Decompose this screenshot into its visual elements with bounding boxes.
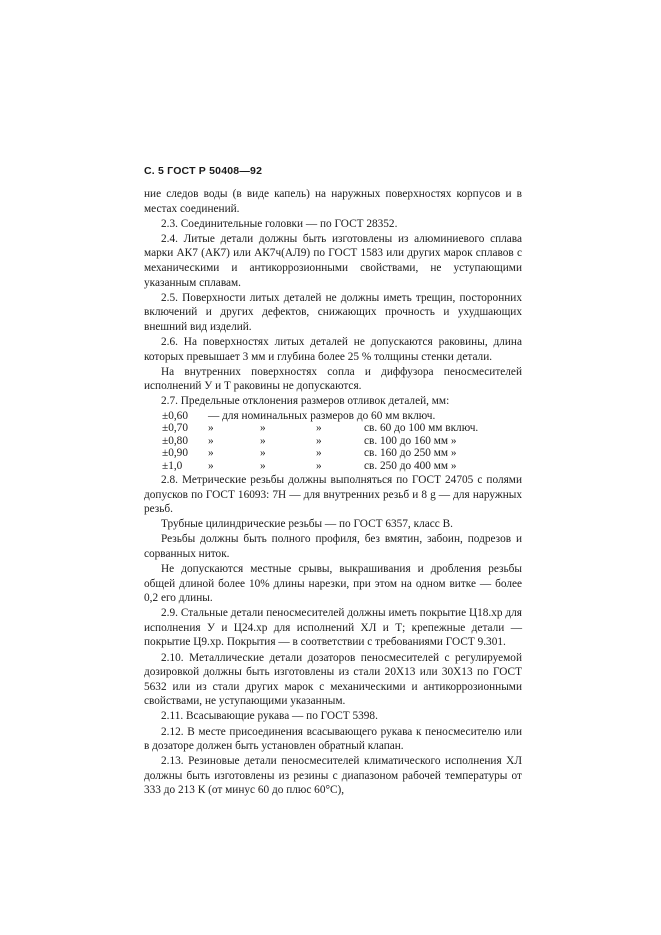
tolerance-range: св. 160 до 250 мм » — [364, 447, 457, 460]
tolerance-range: св. 100 до 160 мм » — [364, 434, 457, 447]
ditto-mark: » — [208, 434, 214, 447]
tolerance-range: св. 250 до 400 мм » — [364, 459, 457, 472]
tolerance-text: — для номинальных размеров до 60 мм включ. — [208, 409, 436, 422]
paragraph: 2.9. Стальные детали пеносмесителей должны иметь покрытие Ц18.хр для исполнения У и Ц24.хр для исполнений ХЛ и Т; крепежные детали — покрытие Ц9.хр. Покрытия — в соответствии с требованиями ГОСТ 9.301. — [144, 607, 522, 649]
tolerance-value: ±1,0 — [162, 459, 183, 472]
paragraph: 2.7. Предельные отклонения размеров отливок деталей, мм: — [161, 395, 450, 408]
tolerance-range: св. 60 до 100 мм включ. — [364, 422, 479, 435]
ditto-mark: » — [208, 459, 214, 472]
paragraph: На внутренних поверхностях сопла и диффузора пеносмесителей исполнений У и Т раковины не допускаются. — [144, 365, 522, 393]
paragraph: 2.13. Резиновые детали пеносмесителей климатического исполнения ХЛ должны быть изготовлены из резины с диапазоном рабочей температуры от 333 до 213 К (от минус 60 до плюс 60°С), — [144, 755, 522, 797]
ditto-mark: » — [260, 422, 266, 435]
ditto-mark: » — [208, 422, 214, 435]
ditto-mark: » — [260, 459, 266, 472]
tolerance-value: ±0,90 — [162, 447, 188, 460]
ditto-mark: » — [208, 447, 214, 460]
ditto-mark: » — [260, 447, 266, 460]
ditto-mark: » — [316, 434, 322, 447]
ditto-mark: » — [260, 434, 266, 447]
tolerance-row — [162, 460, 478, 472]
tolerance-row — [162, 410, 478, 422]
tolerance-row — [162, 435, 478, 447]
ditto-mark: » — [316, 447, 322, 460]
tolerance-value: ±0,80 — [162, 434, 188, 447]
tolerance-value: ±0,60 — [162, 409, 188, 422]
paragraph: 2.5. Поверхности литых деталей не должны иметь трещин, посторонних включений и других дефектов, снижающих прочность и ухудшающих внешний вид изделий. — [144, 291, 522, 333]
paragraph: 2.3. Соединительные головки — по ГОСТ 28352. — [161, 217, 398, 230]
tolerance-table — [162, 410, 478, 472]
paragraph: ние следов воды (в виде капель) на наружных поверхностях корпусов и в местах соединений. — [144, 188, 522, 215]
paragraph: 2.10. Металлические детали дозаторов пеносмесителей с регулируемой дозировкой должны быть изготовлены из стали 20Х13 или 30Х13 по ГОСТ 5632 или из стали других марок с механическими и антикоррозионными свойствами, не уступающими указанным. — [144, 651, 522, 708]
paragraph: 2.12. В месте присоединения всасывающего рукава к пеносмесителю или в дозаторе должен быть установлен обратный клапан. — [144, 725, 522, 753]
paragraph: 2.4. Литые детали должны быть изготовлены из алюминиевого сплава марки АК7 (АК7) или АК7ч(АЛ9) по ГОСТ 1583 или других марок сплавов с механическими и антикоррозионными свойствами, не уступающими указанным сплавам. — [144, 232, 522, 289]
paragraph: 2.11. Всасывающие рукава — по ГОСТ 5398. — [161, 710, 378, 723]
tolerance-row — [162, 422, 478, 434]
paragraph: Не допускаются местные срывы, выкрашивания и дробления резьбы общей длиной более 10% длины нарезки, при этом на одном витке — более 0,2 его длины. — [144, 563, 522, 605]
paragraph: 2.8. Метрические резьбы должны выполняться по ГОСТ 24705 с полями допусков по ГОСТ 16093: 7Н — для внутренних резьб и 8 g — для наружных резьб. — [144, 473, 522, 516]
page-header: С. 5 ГОСТ Р 50408—92 — [144, 165, 263, 177]
paragraph: Резьбы должны быть полного профиля, без вмятин, забоин, подрезов и сорванных ниток. — [144, 533, 522, 560]
tolerance-row — [162, 447, 478, 459]
tolerance-value: ±0,70 — [162, 422, 188, 435]
paragraph: Трубные цилиндрические резьбы — по ГОСТ 6357, класс В. — [161, 518, 453, 531]
ditto-mark: » — [316, 422, 322, 435]
ditto-mark: » — [316, 459, 322, 472]
paragraph: 2.6. На поверхностях литых деталей не допускаются раковины, длина которых превышает 3 мм и глубина более 25 % толщины стенки детали. — [144, 335, 522, 363]
document-body — [144, 187, 522, 799]
